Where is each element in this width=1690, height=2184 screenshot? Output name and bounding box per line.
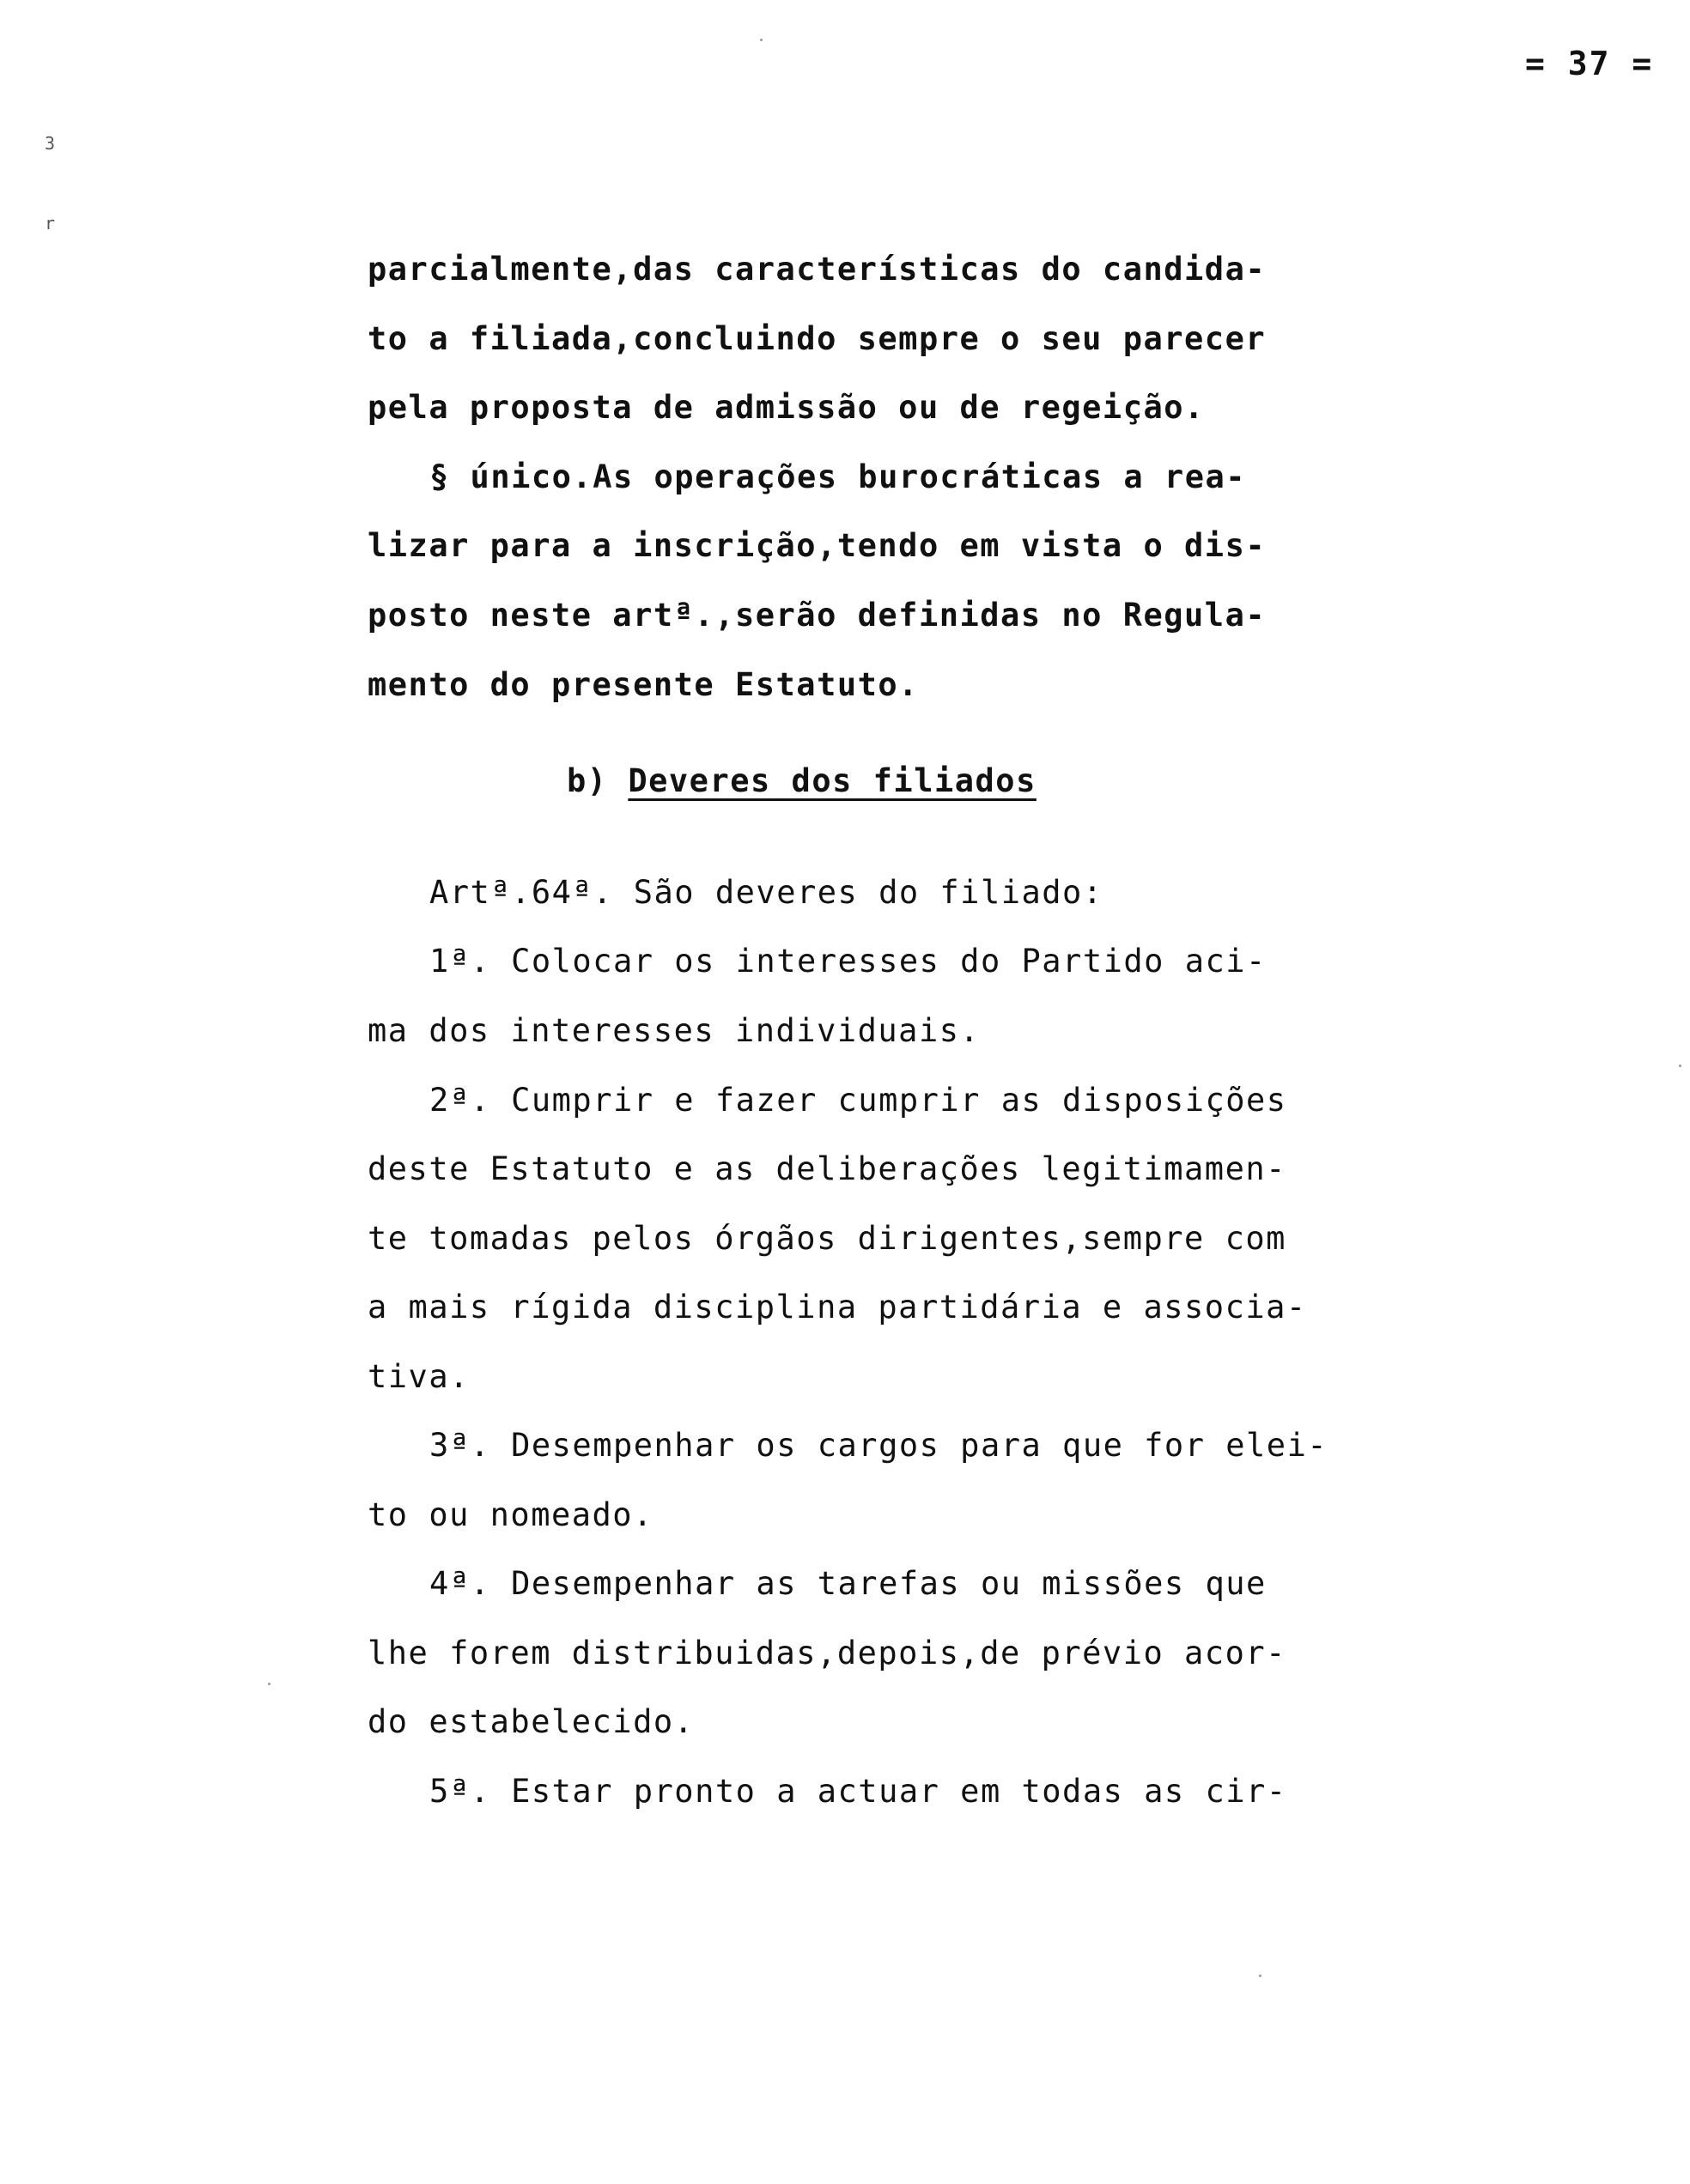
section-heading bbox=[567, 762, 1036, 799]
duty-line: lhe forem distribuidas,depois,de prévio acor- bbox=[368, 1635, 1286, 1671]
intro-line: to a filiada,concluindo sempre o seu parecer bbox=[368, 320, 1267, 357]
paragraph-unico-line: § único.As operações burocráticas a rea- bbox=[429, 458, 1247, 495]
paragraph-unico-line: mento do presente Estatuto. bbox=[368, 666, 919, 703]
duty-line: 4ª. Desempenhar as tarefas ou missões que bbox=[429, 1565, 1267, 1602]
paragraph-unico-line: posto neste artª.,serão definidas no Regula- bbox=[368, 597, 1267, 634]
duty-line: 5ª. Estar pronto a actuar em todas as cir- bbox=[429, 1773, 1287, 1810]
duty-line: deste Estatuto e as deliberações legitimamen- bbox=[368, 1150, 1286, 1187]
duty-line: te tomadas pelos órgãos dirigentes,sempre com bbox=[368, 1220, 1286, 1257]
intro-line: parcialmente,das características do candida- bbox=[368, 251, 1267, 288]
scan-speck bbox=[1679, 1065, 1681, 1067]
scan-speck bbox=[1259, 1975, 1261, 1977]
article-intro: Artª.64ª. São deveres do filiado: bbox=[429, 874, 1103, 911]
scan-speck bbox=[760, 39, 763, 41]
duty-line: a mais rígida disciplina partidária e associa- bbox=[368, 1289, 1307, 1326]
duty-line: tiva. bbox=[368, 1358, 470, 1395]
page-number: = 37 = bbox=[1525, 45, 1654, 82]
margin-mark-top: 3 bbox=[45, 133, 56, 154]
section-heading-title: Deveres dos filiados bbox=[628, 762, 1036, 799]
duty-line: ma dos interesses individuais. bbox=[368, 1012, 981, 1049]
duty-line: do estabelecido. bbox=[368, 1703, 695, 1740]
duty-line: 3ª. Desempenhar os cargos para que for elei- bbox=[429, 1427, 1328, 1464]
duty-line: 1ª. Colocar os interesses do Partido aci- bbox=[429, 943, 1267, 980]
section-heading-prefix: b) bbox=[567, 762, 608, 799]
margin-mark-bottom: r bbox=[45, 213, 56, 234]
duty-line: 2ª. Cumprir e fazer cumprir as disposições bbox=[429, 1082, 1287, 1119]
duty-line: to ou nomeado. bbox=[368, 1496, 654, 1533]
paragraph-unico-line: lizar para a inscrição,tendo em vista o dis- bbox=[368, 527, 1267, 564]
scan-speck bbox=[268, 1683, 271, 1685]
intro-line: pela proposta de admissão ou de regeição. bbox=[368, 389, 1205, 426]
